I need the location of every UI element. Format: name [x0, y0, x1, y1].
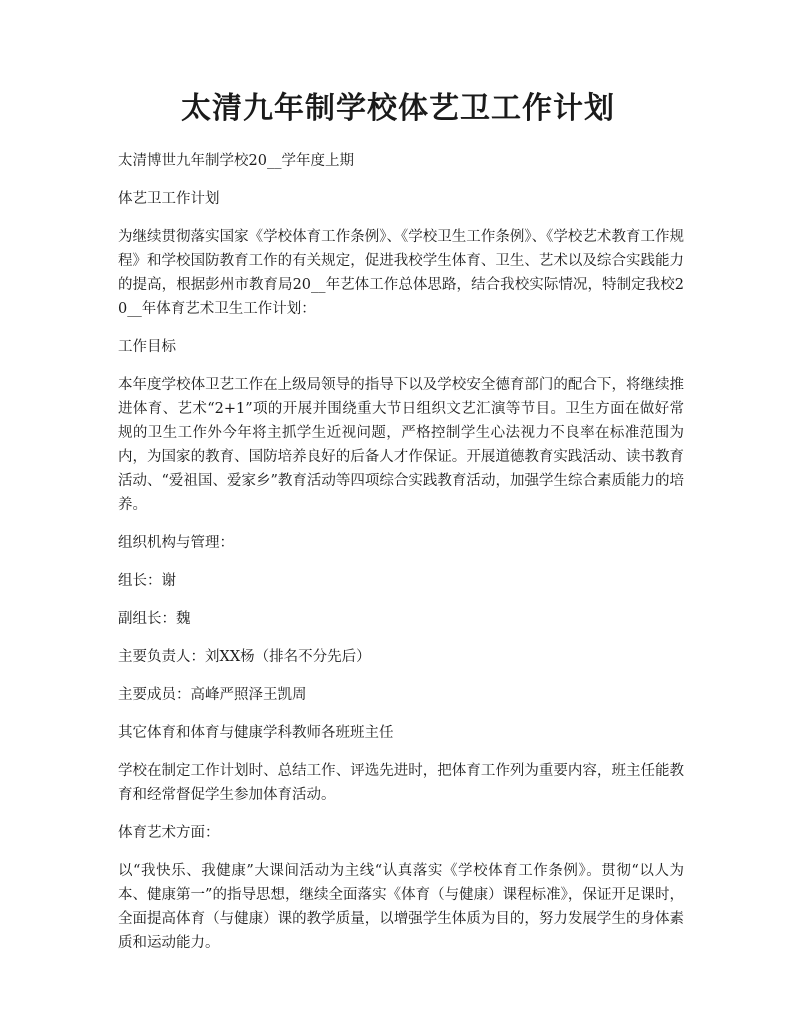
other-members-line: 其它体育和体育与健康学科教师各班班主任 — [118, 725, 394, 741]
main-members-line: 主要成员：高峰严照泽王凯周 — [118, 687, 307, 703]
goals-paragraph: 本年度学校体卫艺工作在上级局领导的指导下以及学校安全德育部门的配合下，将继续推进体育、艺术“2+1”项的开展并围绕重大节日组织文艺汇演等节目。卫生方面在做好常规的卫生工作外今年将主抓学生近视问题，严格控制学生心法视力不良率在标准范围为内，为国家的教育、国防培养良好的后备人才作保证。开展道德教育实践活动、读书教育活动、“爱祖国、爱家乡”教育活动等四项综合实践教育活动，加强学生综合素质能力的培养。 — [118, 377, 684, 513]
team-leader-line: 组长：谢 — [118, 573, 176, 589]
main-responsible-line: 主要负责人：刘XX杨（排名不分先后） — [118, 649, 371, 665]
intro-paragraph: 为继续贯彻落实国家《学校体育工作条例》、《学校卫生工作条例》、《学校艺术教育工作规程》和学校国防教育工作的有关规定，促进我校学生体育、卫生、艺术以及综合实践能力的提高，根据彭州市教育局20__年艺体工作总体思路，结合我校实际情况，特制定我校20__年体育艺术卫生工作计划： — [118, 229, 684, 317]
management-paragraph: 学校在制定工作计划时、总结工作、评选先进时，把体育工作列为重要内容，班主任能教育和经常督促学生参加体育活动。 — [118, 763, 684, 803]
document-title: 太清九年制学校体艺卫工作计划 — [181, 91, 615, 126]
sports-arts-paragraph: 以“我快乐、我健康”大课间活动为主线“认真落实《学校体育工作条例》。贯彻“以人为本、健康第一”的指导思想，继续全面落实《体育（与健康）课程标准》，保证开足课时，全面提高体育（与健康）课的教学质量，以增强学生体质为目的，努力发展学生的身体素质和运动能力。 — [118, 863, 684, 951]
subtitle-school-term: 太清博世九年制学校20__学年度上期 — [118, 153, 354, 169]
section-heading-sports-arts: 体育艺术方面： — [118, 825, 220, 841]
section-heading-organization: 组织机构与管理： — [118, 535, 234, 551]
document-body — [118, 149, 684, 969]
section-heading-goals: 工作目标 — [118, 339, 176, 355]
subtitle-plan: 体艺卫工作计划 — [118, 191, 220, 207]
deputy-leader-line: 副组长：魏 — [118, 611, 191, 627]
